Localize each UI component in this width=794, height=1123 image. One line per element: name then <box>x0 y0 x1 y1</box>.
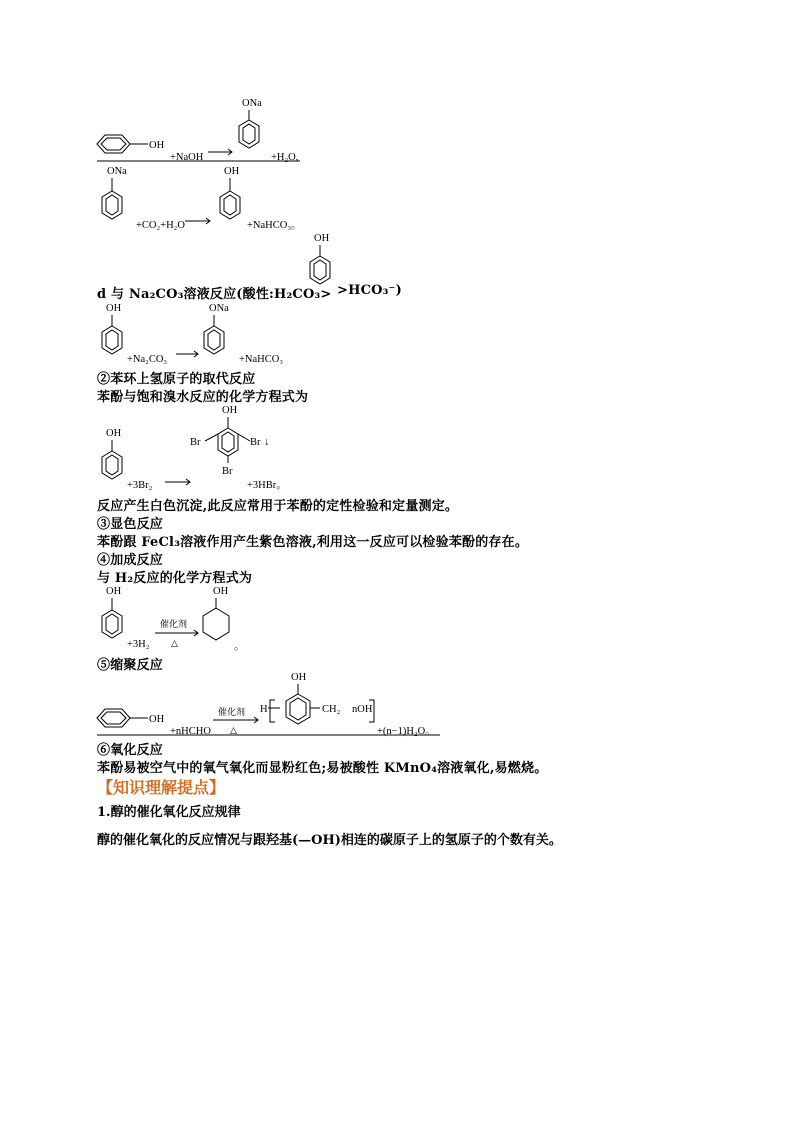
section4-title: ④加成反应 <box>97 553 164 568</box>
eq2-oh: OH <box>224 166 240 177</box>
phenol-structure <box>220 178 240 219</box>
eq5-br-right: Br <box>250 437 261 448</box>
eq1-tail: +H₂O, <box>271 152 299 163</box>
eq7-n-oh: nOH <box>352 704 373 715</box>
eq5-br-left: Br <box>190 437 201 448</box>
section5-title: ⑤缩聚反应 <box>97 658 164 673</box>
precipitate-arrow-icon: ↓ <box>264 437 270 448</box>
eq6-oh: OH <box>106 586 122 597</box>
eq7-h-end: H <box>260 704 268 715</box>
heat-icon: △ <box>171 638 178 648</box>
tribromophenol-structure <box>205 417 250 463</box>
eq2-tail: +NaHCO₃。 <box>247 220 302 231</box>
section3-desc: 苯酚跟 FeCl₃溶液作用产生紫色溶液,利用这一反应可以检验苯酚的存在。 <box>97 535 529 550</box>
sodium-phenoxide-structure <box>204 315 224 354</box>
knowledge-heading: 【知识理解提点】 <box>97 778 226 797</box>
phenol-structure <box>102 598 122 638</box>
eq7-tail: +(n−1)H₂O。 <box>377 726 436 737</box>
heat-icon: △ <box>230 725 237 735</box>
eq1-ona: ONa <box>242 98 262 109</box>
phenol-structure <box>310 245 330 284</box>
eq4-ona: ONa <box>209 303 229 314</box>
eq5-br-bottom: Br <box>222 466 233 477</box>
eq4-reagent: +Na₂CO₃ <box>127 354 168 365</box>
section3-title: ③显色反应 <box>97 517 164 532</box>
eq5-product-oh: OH <box>222 405 238 416</box>
eq5-reagent: +3Br₂ <box>127 480 153 491</box>
eq5-tail: +3HBr。 <box>247 480 287 491</box>
phenol-structure <box>97 135 148 153</box>
eq3-text: d 与 Na₂CO₃溶液反应(酸性:H₂CO₃> <box>97 287 332 302</box>
eq7-product-oh: OH <box>291 672 307 683</box>
eq2-ona: ONa <box>107 166 127 177</box>
phenol-structure <box>102 315 122 354</box>
eq2-reagent: +CO₂+H₂O <box>136 220 185 231</box>
eq6-tail: 。 <box>234 641 245 652</box>
eq1-reagent: +NaOH <box>170 152 204 163</box>
eq3-oh: OH <box>314 233 330 244</box>
cyclohexanol-structure <box>203 598 229 640</box>
knowledge-item1: 1.醇的催化氧化反应规律 <box>97 805 241 820</box>
eq5-oh: OH <box>106 428 122 439</box>
knowledge-item1-desc: 醇的催化氧化的反应情况与跟羟基(—OH)相连的碳原子上的氢原子的个数有关。 <box>97 833 562 848</box>
eq4-oh: OH <box>106 303 122 314</box>
eq7-reagent: +nHCHO <box>170 726 211 737</box>
note5: 反应产生白色沉淀,此反应常用于苯酚的定性检验和定量测定。 <box>97 499 459 514</box>
eq6-catalyst: 催化剂 <box>160 619 188 629</box>
eq7-oh: OH <box>149 714 165 725</box>
sodium-phenoxide-structure <box>102 178 122 219</box>
section2-desc: 苯酚与饱和溴水反应的化学方程式为 <box>97 390 309 405</box>
eq6-product-oh: OH <box>213 586 229 597</box>
phenol-structure <box>102 440 122 479</box>
eq3-tail: >HCO₃⁻) <box>337 283 402 298</box>
eq4-tail: +NaHCO₃ <box>239 354 283 365</box>
eq6-reagent: +3H₂ <box>127 639 150 650</box>
section4-desc: 与 H₂反应的化学方程式为 <box>97 571 253 586</box>
eq1-oh: OH <box>149 140 165 151</box>
section6-title: ⑥氧化反应 <box>97 743 164 758</box>
phenol-structure <box>97 709 148 727</box>
section6-desc: 苯酚易被空气中的氧气氧化而显粉红色;易被酸性 KMnO₄溶液氧化,易燃烧。 <box>97 761 548 776</box>
sodium-phenoxide-structure <box>239 110 259 148</box>
section2-title: ②苯环上氢原子的取代反应 <box>97 372 256 387</box>
eq7-ch2: CH₂ <box>322 704 341 715</box>
eq7-catalyst: 催化剂 <box>218 707 246 717</box>
